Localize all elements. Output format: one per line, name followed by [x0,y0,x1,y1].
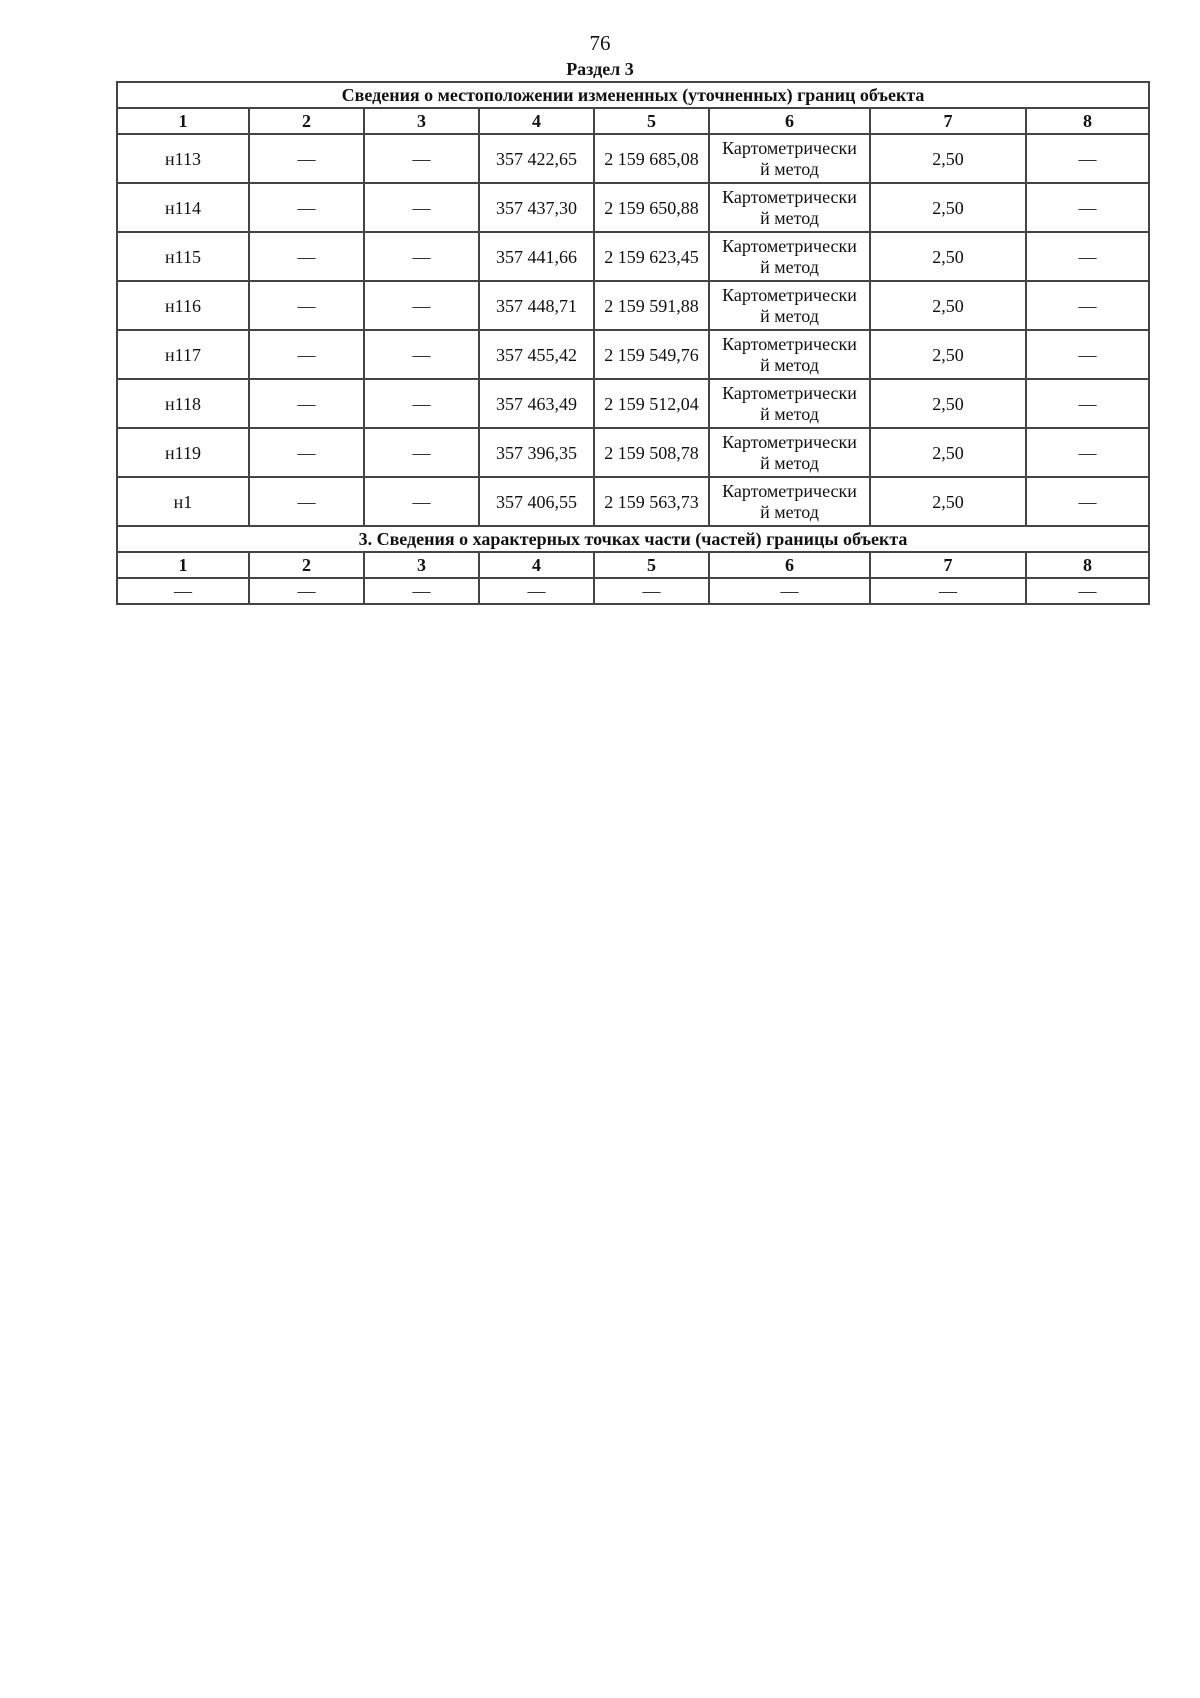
method-line-2: й метод [760,354,819,375]
table-cell: — [249,183,364,232]
method-cell [709,281,870,330]
table-cell: — [249,330,364,379]
column-header: 3 [364,552,479,578]
column-header: 4 [479,108,594,134]
x-coordinate-cell: 357 441,66 [479,232,594,281]
table-cell: — [249,578,364,604]
table-cell: — [594,578,709,604]
page-number: 76 [589,31,611,55]
y-coordinate-cell: 2 159 563,73 [594,477,709,526]
y-coordinate-cell: 2 159 512,04 [594,379,709,428]
table-cell: — [249,134,364,183]
column-header: 2 [249,552,364,578]
x-coordinate-cell: 357 422,65 [479,134,594,183]
method-line-1: Картометрически [722,480,857,501]
table-row [117,578,1149,604]
point-name-cell: н115 [117,232,249,281]
table-cell: — [249,232,364,281]
table-cell: — [249,379,364,428]
accuracy-cell: 2,50 [870,428,1026,477]
accuracy-cell: 2,50 [870,232,1026,281]
table-cell: — [364,330,479,379]
column-header: 7 [870,108,1026,134]
table-cell: — [870,578,1026,604]
x-coordinate-cell: 357 448,71 [479,281,594,330]
point-name-cell: н119 [117,428,249,477]
column-header: 2 [249,108,364,134]
y-coordinate-cell: 2 159 650,88 [594,183,709,232]
table-row [117,477,1149,526]
column-header: 6 [709,552,870,578]
table-cell: — [1026,578,1149,604]
table-caption: Сведения о местоположении измененных (уточненных) границ объекта [117,82,1149,108]
table-cell: — [1026,232,1149,281]
point-name-cell: н117 [117,330,249,379]
x-coordinate-cell: 357 396,35 [479,428,594,477]
table-cell: — [1026,330,1149,379]
accuracy-cell: 2,50 [870,183,1026,232]
point-name-cell: н113 [117,134,249,183]
accuracy-cell: 2,50 [870,330,1026,379]
method-line-1: Картометрически [722,137,857,158]
section-title: Раздел 3 [566,59,634,79]
table-cell: — [364,477,479,526]
subsection-caption: 3. Сведения о характерных точках части (частей) границы объекта [117,526,1149,552]
method-cell [709,428,870,477]
table-row [117,183,1149,232]
method-line-2: й метод [760,207,819,228]
table-row [117,232,1149,281]
method-line-1: Картометрически [722,186,857,207]
x-coordinate-cell: 357 463,49 [479,379,594,428]
table-cell: — [1026,379,1149,428]
x-coordinate-cell: 357 437,30 [479,183,594,232]
method-line-2: й метод [760,158,819,179]
method-cell [709,232,870,281]
column-header: 6 [709,108,870,134]
table-row [117,134,1149,183]
method-line-2: й метод [760,501,819,522]
table-cell: — [249,281,364,330]
accuracy-cell: 2,50 [870,281,1026,330]
method-line-2: й метод [760,452,819,473]
method-line-1: Картометрически [722,284,857,305]
x-coordinate-cell: 357 455,42 [479,330,594,379]
x-coordinate-cell: 357 406,55 [479,477,594,526]
accuracy-cell: 2,50 [870,379,1026,428]
y-coordinate-cell: 2 159 685,08 [594,134,709,183]
method-cell [709,134,870,183]
point-name-cell: н114 [117,183,249,232]
table-cell: — [479,578,594,604]
table-cell: — [1026,134,1149,183]
method-line-1: Картометрически [722,333,857,354]
column-header: 8 [1026,108,1149,134]
table-cell: — [364,232,479,281]
subsection-caption-row [117,526,1149,552]
table-cell: — [364,379,479,428]
table-cell: — [117,578,249,604]
method-line-1: Картометрически [722,431,857,452]
accuracy-cell: 2,50 [870,477,1026,526]
table-cell: — [709,578,870,604]
column-header: 8 [1026,552,1149,578]
table-cell: — [1026,428,1149,477]
column-header: 7 [870,552,1026,578]
table-cell: — [364,578,479,604]
accuracy-cell: 2,50 [870,134,1026,183]
point-name-cell: н1 [117,477,249,526]
method-cell [709,379,870,428]
method-line-2: й метод [760,256,819,277]
column-header: 4 [479,552,594,578]
table-cell: — [249,428,364,477]
column-header-row [117,108,1149,134]
table-cell: — [1026,183,1149,232]
table-caption-row [117,82,1149,108]
sub-column-header-row [117,552,1149,578]
column-header: 3 [364,108,479,134]
method-line-1: Картометрически [722,235,857,256]
column-header: 5 [594,552,709,578]
table-cell: — [1026,477,1149,526]
method-cell [709,330,870,379]
y-coordinate-cell: 2 159 623,45 [594,232,709,281]
table-cell: — [364,281,479,330]
table-cell: — [1026,281,1149,330]
method-cell [709,477,870,526]
column-header: 5 [594,108,709,134]
point-name-cell: н118 [117,379,249,428]
table-cell: — [364,134,479,183]
method-line-2: й метод [760,403,819,424]
table-row [117,330,1149,379]
table-row [117,281,1149,330]
column-header: 1 [117,552,249,578]
y-coordinate-cell: 2 159 508,78 [594,428,709,477]
point-name-cell: н116 [117,281,249,330]
table-row [117,379,1149,428]
method-line-2: й метод [760,305,819,326]
method-cell [709,183,870,232]
column-header: 1 [117,108,249,134]
table-cell: — [364,183,479,232]
table-cell: — [249,477,364,526]
table-cell: — [364,428,479,477]
y-coordinate-cell: 2 159 549,76 [594,330,709,379]
method-line-1: Картометрически [722,382,857,403]
y-coordinate-cell: 2 159 591,88 [594,281,709,330]
table-row [117,428,1149,477]
boundary-table [116,81,1150,605]
